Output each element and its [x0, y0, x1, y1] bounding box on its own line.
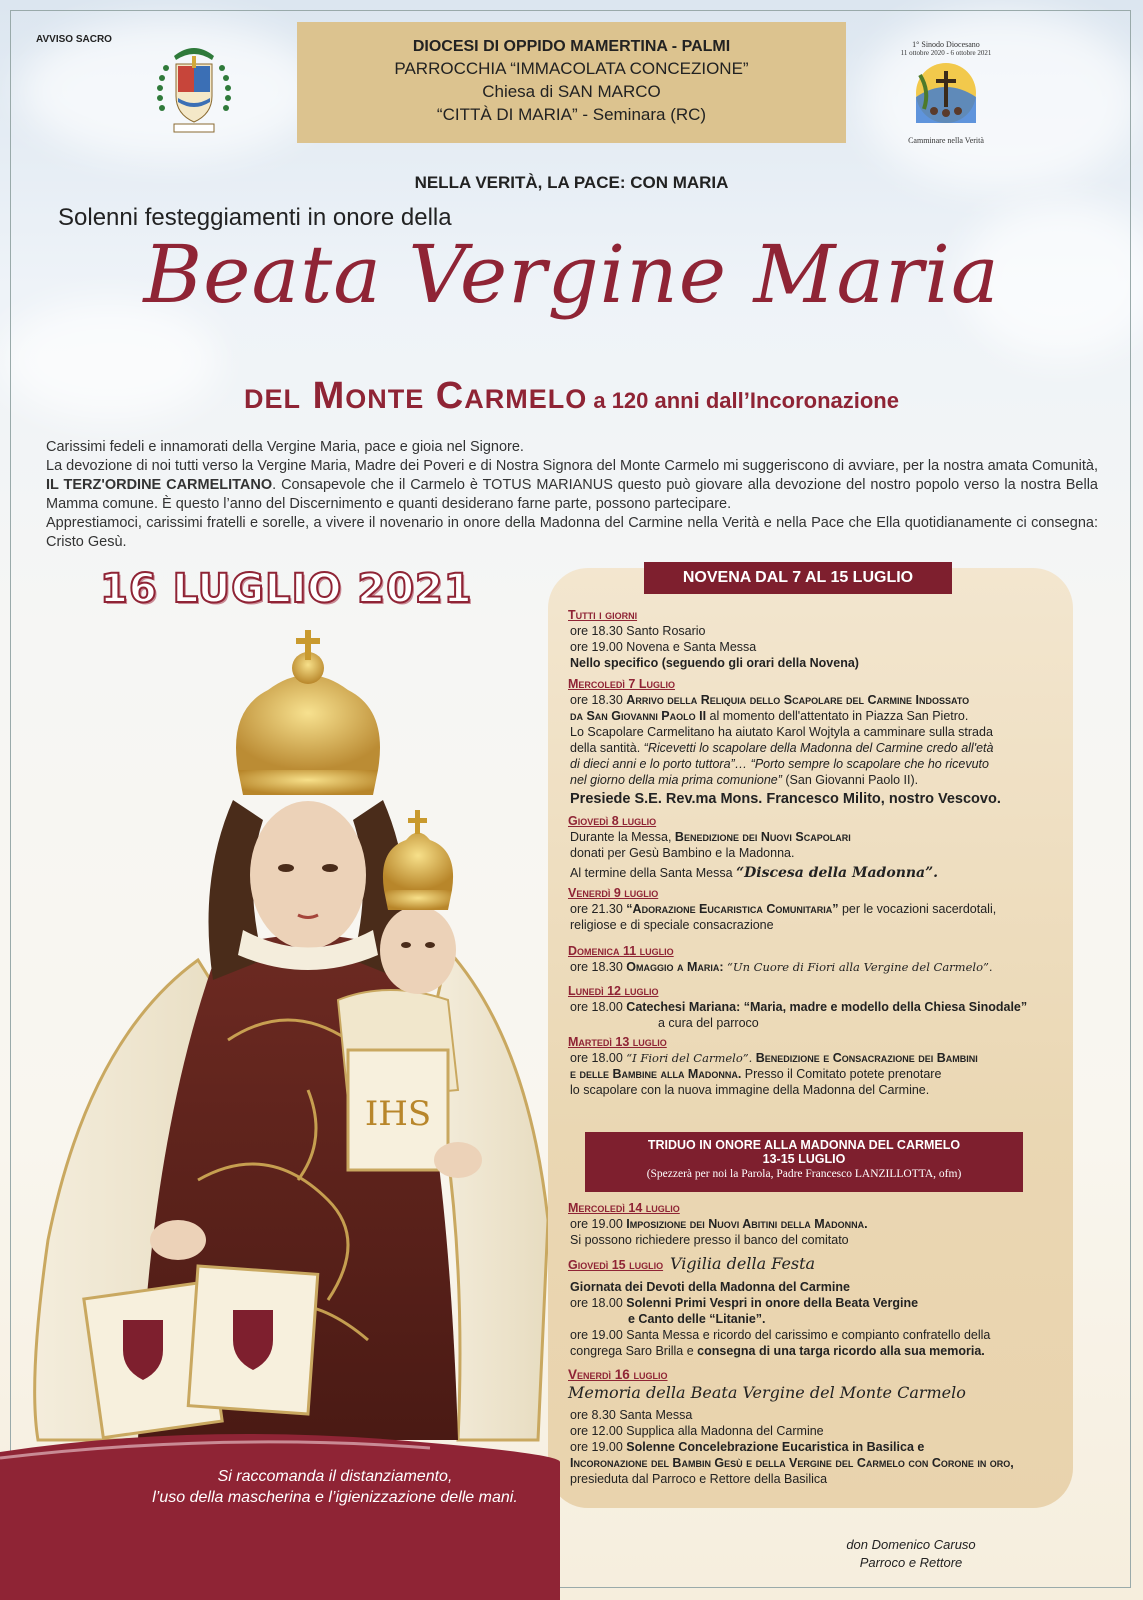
- diocese-name: DIOCESI DI OPPIDO MAMERTINA - PALMI: [412, 38, 731, 55]
- schedule-line: Si possono richiedere presso il banco del comitato: [570, 1233, 849, 1247]
- schedule-line: ore 12.00 Supplica alla Madonna del Carmine: [570, 1424, 824, 1438]
- day-lunedi-12: Lunedì 12 luglio: [568, 984, 659, 998]
- day-domenica-11: Domenica 11 luglio: [568, 944, 674, 958]
- synod-emblem-icon: [906, 57, 986, 127]
- schedule-line: Giornata dei Devoti della Madonna del Carmine: [570, 1280, 850, 1294]
- schedule-line: e Canto delle “Litanie”.: [628, 1312, 766, 1326]
- day-venerdi-16: Venerdì 16 luglio: [568, 1367, 668, 1382]
- novena-title: NOVENA DAL 7 AL 15 LUGLIO: [644, 562, 952, 594]
- schedule-line: nel giorno della mia prima comunione” (San Giovanni Paolo II).: [570, 773, 919, 787]
- main-title: Beata Vergine Maria: [143, 228, 1000, 321]
- schedule-line: ore 19.00 Santa Messa e ricordo del carissimo e compianto confratello della: [570, 1328, 991, 1342]
- diocese-crest-icon: [152, 36, 236, 136]
- schedule-line: ore 19.00 Novena e Santa Messa: [570, 640, 757, 654]
- day-tutti-i-giorni: Tutti i giorni: [568, 608, 638, 622]
- intro-closing: Apprestiamoci, carissimi fratelli e sorelle, a vivere il novenario in onore della Madonna del Carmine nella Verità e nella Pace che Ella quotidianamente ci consegna: Cristo Gesù.: [46, 515, 1098, 550]
- schedule-line: ore 18.00 Solenni Primi Vespri in onore della Beata Vergine: [570, 1296, 919, 1310]
- schedule-line: e delle Bambine alla Madonna. Presso il Comitato potete prenotare: [570, 1067, 942, 1081]
- synod-logo: [886, 40, 1006, 148]
- schedule-line: religiose e di speciale consacrazione: [570, 918, 774, 932]
- signature-role: Parroco e Rettore: [859, 1555, 963, 1570]
- memoria-label: Memoria della Beata Vergine del Monte Carmelo: [568, 1383, 966, 1402]
- schedule-list: [568, 604, 1068, 1098]
- signature: [836, 1536, 986, 1572]
- health-notice: [110, 1466, 560, 1508]
- church-name: Chiesa di SAN MARCO: [482, 82, 661, 101]
- schedule-line: ore 19.00 Imposizione dei Nuovi Abitini della Madonna.: [570, 1217, 868, 1231]
- schedule-line: da San Giovanni Paolo II al momento dell'attentato in Piazza San Pietro.: [570, 709, 969, 723]
- triduo-dates: 13-15 LUGLIO: [762, 1152, 846, 1166]
- schedule-line: a cura del parroco: [658, 1016, 759, 1030]
- synod-caption: Camminare nella Verità: [908, 136, 984, 145]
- day-venerdi-9: Venerdì 9 luglio: [568, 886, 659, 900]
- schedule-line: lo scapolare con la nuova immagine della Madonna del Carmine.: [570, 1083, 930, 1097]
- schedule-line: donati per Gesù Bambino e la Madonna.: [570, 846, 795, 860]
- signature-name: don Domenico Caruso: [846, 1537, 976, 1552]
- day-mercoledi-14: Mercoledì 14 luglio: [568, 1201, 680, 1215]
- schedule-line: presieduta dal Parroco e Rettore della Basilica: [570, 1472, 828, 1486]
- schedule-line: ore 18.00 Catechesi Mariana: “Maria, madre e modello della Chiesa Sinodale”: [570, 1000, 1028, 1014]
- day-mercoledi-7: Mercoledì 7 Luglio: [568, 677, 675, 691]
- vigilia-label: Vigilia della Festa: [670, 1254, 816, 1273]
- header-box: [297, 22, 846, 143]
- schedule-line: ore 18.30 Arrivo della Reliquia dello Scapolare del Carmine Indossato: [570, 693, 970, 707]
- schedule-line: Incoronazione del Bambin Gesù e della Vergine del Carmelo con Corone in oro,: [570, 1456, 1014, 1470]
- schedule-line: Al termine della Santa Messa “Discesa della Madonna”.: [570, 865, 939, 881]
- intro-text: [46, 438, 1098, 552]
- motto: NELLA VERITÀ, LA PACE: CON MARIA: [414, 173, 729, 192]
- anniversary-text: a 120 anni dall’Incoronazione: [587, 388, 899, 413]
- bottom-wave-band: [0, 1422, 1143, 1600]
- avviso-label: AVVISO SACRO: [36, 34, 112, 45]
- day-giovedi-15-row: [568, 1256, 1068, 1273]
- svg-text:IHS: IHS: [364, 1094, 432, 1134]
- day-martedi-13: Martedì 13 luglio: [568, 1035, 667, 1049]
- triduo-title: TRIDUO IN ONORE ALLA MADONNA DEL CARMELO: [647, 1138, 961, 1152]
- schedule-line: Durante la Messa, Benedizione dei Nuovi Scapolari: [570, 830, 851, 844]
- notice-line: l’uso della mascherina e l’igienizzazione delle mani.: [152, 1489, 518, 1506]
- schedule-line: ore 8.30 Santa Messa: [570, 1408, 693, 1422]
- parish-name: PARROCCHIA “IMMACOLATA CONCEZIONE”: [394, 59, 749, 78]
- city-name: “CITTÀ DI MARIA” - Seminara (RC): [436, 105, 707, 124]
- triduo-box: [585, 1132, 1023, 1192]
- schedule-line: Nello specifico (seguendo gli orari della Novena): [570, 656, 859, 670]
- presiede-line: Presiede S.E. Rev.ma Mons. Francesco Milito, nostro Vescovo.: [570, 791, 1001, 807]
- terz-ordine: IL TERZ'ORDINE CARMELITANO: [46, 477, 273, 493]
- schedule-line: Lo Scapolare Carmelitano ha aiutato Karol Wojtyla a camminare sulla strada: [570, 725, 993, 739]
- schedule-line: ore 19.00 Solenne Concelebrazione Eucaristica in Basilica e: [570, 1440, 925, 1454]
- schedule-line: ore 18.30 Omaggio a Maria: “Un Cuore di Fiori alla Vergine del Carmelo”.: [570, 960, 993, 974]
- schedule-line: ore 21.30 “Adorazione Eucaristica Comunitaria” per le vocazioni sacerdotali,: [570, 902, 997, 916]
- day-giovedi-8: Giovedì 8 luglio: [568, 814, 657, 828]
- day-giovedi-15: Giovedì 15 luglio: [568, 1258, 664, 1272]
- schedule-line: ore 18.30 Santo Rosario: [570, 624, 706, 638]
- synod-dates: 11 ottobre 2020 - 6 ottobre 2021: [900, 49, 992, 57]
- schedule-line: congrega Saro Brilla e consegna di una targa ricordo alla sua memoria.: [570, 1344, 985, 1358]
- title-line-2: [0, 375, 1143, 418]
- notice-line: Si raccomanda il distanziamento,: [217, 1468, 453, 1485]
- feast-date: 16 LUGLIO 2021: [100, 566, 473, 612]
- schedule-line: ore 18.00 “I Fiori del Carmelo”. Benedizione e Consacrazione dei Bambini: [570, 1051, 978, 1065]
- monte-carmelo-title: del Monte Carmelo: [244, 375, 588, 417]
- madonna-statue-image: [28, 620, 588, 1520]
- schedule-line: della santità. “Ricevetti lo scapolare della Madonna del Carmine credo all'età: [570, 741, 994, 755]
- intro-greeting: Carissimi fedeli e innamorati della Vergine Maria, pace e gioia nel Signore.: [46, 439, 524, 455]
- schedule-line: di dieci anni e lo porto tuttora”… “Porto sempre lo scapolare che ho ricevuto: [570, 757, 989, 771]
- subtitle: Solenni festeggiamenti in onore della: [58, 204, 452, 231]
- triduo-preacher: (Spezzerà per noi la Parola, Padre Francesco LANZILLOTTA, ofm): [646, 1168, 962, 1180]
- intro-paragraph: La devozione di noi tutti verso la Vergine Maria, Madre dei Poveri e di Nostra Signora del Monte Carmelo mi suggeriscono di avviare, per la nostra amata Comunità, IL TERZ'ORDINE CARMELITANO. Consapevole che il Carmelo è TOTUS MARIANUS questo può giovare alla devozione del nostro popolo verso la nostra Bella Mamma comune. È questo l’anno del Discernimento e quanti desiderano farne parte, possono partecipare.: [46, 458, 1098, 512]
- synod-title: 1° Sinodo Diocesano: [912, 40, 980, 49]
